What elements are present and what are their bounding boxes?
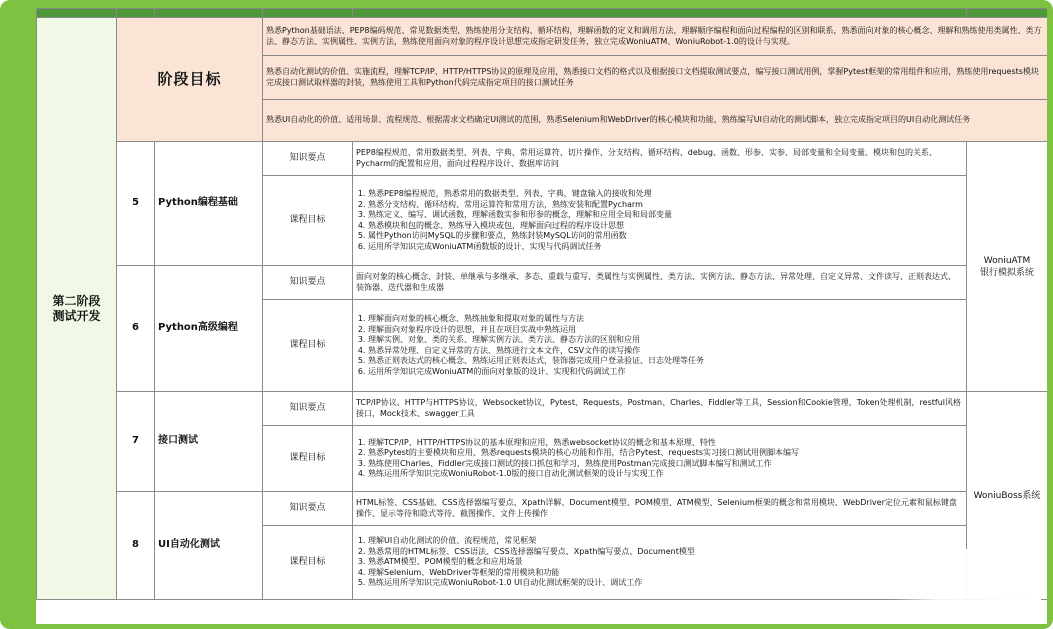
goal-label: 课程目标 <box>263 300 353 392</box>
curriculum-sheet <box>36 8 1047 624</box>
knowledge-text: HTML标签、CSS基础、CSS选择器编写要点、Xpath详解、Document模型、POM模型、ATM模型、Selenium框架的概念和常用模块、WebDriver定位元素和鼠标键盘操作、显示等待和隐式等待、截图操作、文件上传操作 <box>353 492 967 526</box>
goal-item: 1. 理解面向对象的核心概念、熟练抽象和提取对象的属性与方法 <box>368 314 963 325</box>
goal-item: 3. 熟练定义、编写、调试函数，理解函数实参和形参的概念，理解和应用全局和局部变量 <box>368 210 963 221</box>
stage-goal: 熟悉UI自动化的价值、适用场景、流程规范、根据需求文档确定UI测试的范围，熟悉Selenium和WebDriver的核心模块和功能，熟练编写UI自动化的测试脚本，独立完成指定项目的UI自动化测试任务 <box>263 100 1048 142</box>
goal-list <box>353 426 967 492</box>
goal-item: 2. 理解面向对象程序设计的思想，并且在项目实战中熟练运用 <box>368 325 963 336</box>
goal-item: 2. 熟悉常用的HTML标签、CSS语法、CSS选择器编写要点、Xpath编写要点、Document模型 <box>368 547 963 558</box>
goal-item: 4. 熟悉异常处理、自定义异常的方法、熟练进行文本文件，CSV文件的读写操作 <box>368 346 963 357</box>
goal-item: 3. 熟悉ATM模型、POM模型的概念和应用场景 <box>368 557 963 568</box>
goal-item: 1. 理解TCP/IP、HTTP/HTTPS协议的基本原理和应用，熟悉websocket协议的概念和基本原理、特性 <box>368 438 963 449</box>
goal-item: 2. 熟悉分支结构、循环结构、常用运算符和常用方法，熟练安装和配置Pycharm <box>368 200 963 211</box>
module-name: Python编程基础 <box>155 142 263 266</box>
goal-label: 课程目标 <box>263 426 353 492</box>
goal-item: 4. 理解Selenium、WebDriver等框架的常用模块和功能 <box>368 568 963 579</box>
module-name: 接口测试 <box>155 392 263 492</box>
goal-item: 4. 熟悉模块和包的概念、熟练导入模块或包，理解面向过程的程序设计思想 <box>368 221 963 232</box>
goal-item: 1. 熟悉PEP8编程规范，熟悉常用的数据类型、列表、字典，键盘输入的接收和处理 <box>368 189 963 200</box>
module-num: 6 <box>117 266 155 392</box>
project-label <box>967 142 1048 392</box>
goal-item: 5. 熟悉正则表达式的核心概念、熟练运用正则表达式，装饰器完成用户登录验证、日志处理等任务 <box>368 356 963 367</box>
stage-goal: 熟悉自动化测试的价值、实施流程，理解TCP/IP、HTTP/HTTPS协议的原理及应用，熟悉接口文档的格式以及根据接口文档提取测试要点，编写接口测试用例，掌握Pytest框架的常用组件和应用，熟练使用requests模块完成接口测试取样器的封装，熟练使用工具和Python代码完成指定项目的接口测试任务 <box>263 56 1048 100</box>
goal-list <box>353 300 967 392</box>
knowledge-text: PEP8编程规范、常用数据类型、列表、字典、常用运算符、切片操作、分支结构、循环结构、debug、函数、形参、实参、局部变量和全局变量、模块和包的关系、Pycharm的配置和应用，面向过程程序设计、数据库访问 <box>353 142 967 176</box>
project-name: WoniuBoss系统 <box>973 490 1041 501</box>
blurred-corner <box>891 549 1041 621</box>
goal-item: 1. 理解UI自动化测试的价值、流程规范，常见框架 <box>368 536 963 547</box>
goal-label: 课程目标 <box>263 176 353 266</box>
goal-item: 5. 熟练运用所学知识完成WoniuRobot-1.0 UI自动化测试框架的设计、调试工作 <box>368 578 963 589</box>
goal-item: 3. 理解实例、对象、类的关系、理解实例方法、类方法、静态方法的区别和应用 <box>368 335 963 346</box>
knowledge-text: TCP/IP协议、HTTP与HTTPS协议，Websocket协议，Pytest、Requests，Postman、Charles、Fiddler等工具，Session和Cookie管理，Token处理机制，restful风格接口，Mock技术、swagger工具 <box>353 392 967 426</box>
goal-item: 6. 运用所学知识完成WoniuATM的面向对象版的设计、实现和代码调试工作 <box>368 367 963 378</box>
project-name: WoniuATM 银行模拟系统 <box>979 255 1034 278</box>
goal-item: 6. 运用所学知识完成WoniuATM函数版的设计、实现与代码调试任务 <box>368 242 963 253</box>
knowledge-label: 知识要点 <box>263 392 353 426</box>
knowledge-label: 知识要点 <box>263 492 353 526</box>
goal-list <box>353 176 967 266</box>
goal-list <box>353 526 967 600</box>
goal-item: 3. 熟练使用Charles、Fiddler完成接口测试的接口抓包和学习，熟练使用Postman完成接口测试脚本编写和测试工作 <box>368 459 963 470</box>
module-name: UI自动化测试 <box>155 492 263 600</box>
module-num: 5 <box>117 142 155 266</box>
goal-label: 课程目标 <box>263 526 353 600</box>
module-num: 7 <box>117 392 155 492</box>
curriculum-table <box>36 8 1047 600</box>
goal-item: 2. 熟悉Pytest的主要模块和应用、熟悉requests模块的核心功能和作用，结合Pytest、requests实习接口测试用例脚本编写 <box>368 448 963 459</box>
knowledge-label: 知识要点 <box>263 266 353 300</box>
knowledge-text: 面向对象的核心概念、封装、单继承与多继承、多态、重载与重写、类属性与实例属性、类方法、实例方法、静态方法、异常处理、自定义异常、文件读写、正则表达式、装饰器、迭代器和生成器 <box>353 266 967 300</box>
stage-goal: 熟悉Python基础语法、PEP8编码规范、常见数据类型，熟练使用分支结构、循环结构，理解函数的定义和调用方法，理解顺序编程和面向过程编程的区别和联系，熟悉面向对象的核心概念、理解和熟练使用类属性、类方法、静态方法、实例属性、实例方法，熟练使用面向对象的程序设计思想完成指定研发任务，独立完成WoniuATM、WoniuRobot-1.0的设计与实现。 <box>263 18 1048 56</box>
goal-item: 5. 属性Python访问MySQL的步骤和要点，熟练封装MySQL访问的常用函数 <box>368 231 963 242</box>
stage-label-text: 第二阶段 测试开发 <box>52 293 101 323</box>
module-name: Python高级编程 <box>155 266 263 392</box>
stage-label <box>37 18 117 600</box>
goal-item: 4. 熟练运用所学知识完成WoniuRobot-1.0版的接口自动化测试框架的设计与实现工作 <box>368 469 963 480</box>
goal-title: 阶段目标 <box>117 18 263 142</box>
knowledge-label: 知识要点 <box>263 142 353 176</box>
header-stripe <box>37 9 1048 18</box>
module-num: 8 <box>117 492 155 600</box>
